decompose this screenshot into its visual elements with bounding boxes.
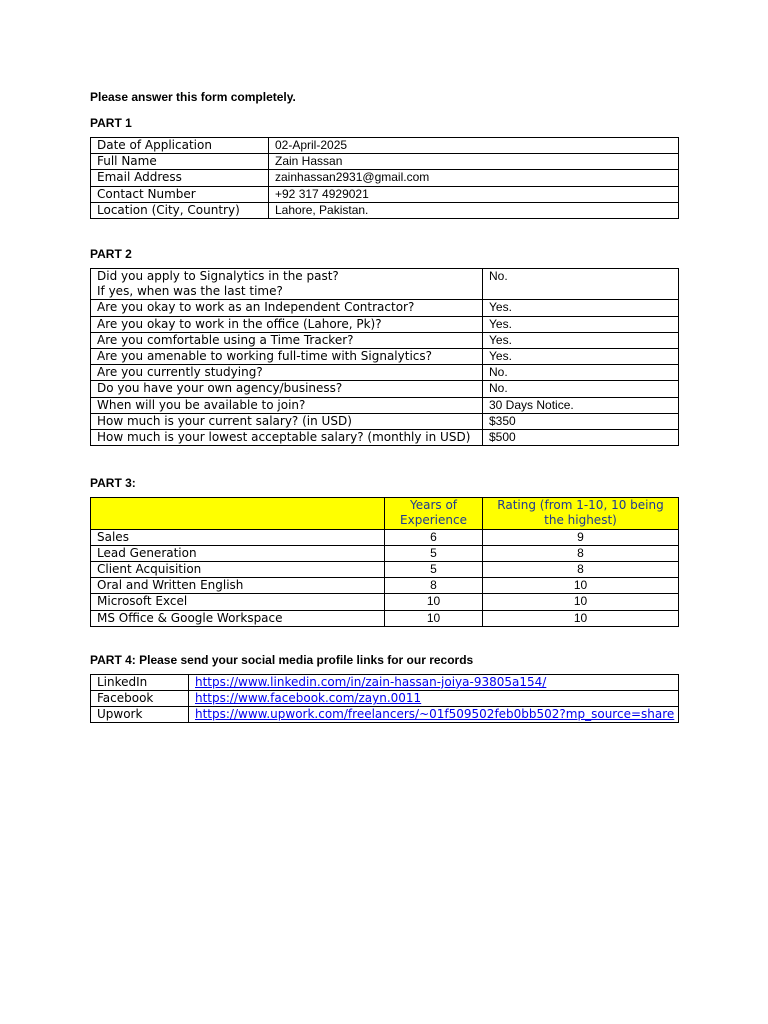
answer-cell: Yes. (483, 316, 679, 332)
part3-table (90, 497, 679, 627)
rating-cell: 8 (483, 545, 679, 561)
question-cell: Are you currently studying? (91, 365, 483, 381)
question-cell: When will you be available to join? (91, 397, 483, 413)
table-row (91, 397, 679, 413)
table-row (91, 594, 679, 610)
facebook-link[interactable]: https://www.facebook.com/zayn.0011 (195, 691, 422, 706)
skill-cell: Client Acquisition (91, 562, 385, 578)
years-cell: 5 (385, 545, 483, 561)
answer-cell: Yes. (483, 349, 679, 365)
row-label: Contact Number (91, 186, 269, 202)
table-row (91, 674, 679, 690)
linkedin-link[interactable]: https://www.linkedin.com/in/zain-hassan-joiya-93805a154/ (195, 674, 547, 689)
question-line: If yes, when was the last time? (97, 284, 283, 299)
question-cell (91, 269, 483, 300)
row-label: Email Address (91, 170, 269, 186)
skill-cell: Lead Generation (91, 545, 385, 561)
table-row (91, 349, 679, 365)
table-row (91, 186, 679, 202)
table-row (91, 269, 679, 300)
answer-cell: Yes. (483, 300, 679, 316)
part1-title: PART 1 (90, 116, 132, 130)
answer-cell: Yes. (483, 332, 679, 348)
table-row (91, 562, 679, 578)
part1-table (90, 137, 679, 219)
years-cell: 5 (385, 562, 483, 578)
table-row (91, 545, 679, 561)
part2-title: PART 2 (90, 247, 132, 262)
table-row (91, 365, 679, 381)
upwork-link[interactable]: https://www.upwork.com/freelancers/~01f509502feb0bb502?mp_source=share (195, 707, 675, 722)
skill-cell: MS Office & Google Workspace (91, 610, 385, 626)
table-row (91, 430, 679, 446)
link-cell (189, 674, 679, 690)
row-value: +92 317 4929021 (269, 186, 679, 202)
question-cell: Are you okay to work as an Independent Contractor? (91, 300, 483, 316)
form-intro: Please answer this form completely. (90, 90, 296, 104)
rating-cell: 10 (483, 610, 679, 626)
question-line: Did you apply to Signalytics in the past? (97, 269, 339, 284)
table-row (91, 202, 679, 218)
row-label: Full Name (91, 154, 269, 170)
table-row (91, 154, 679, 170)
years-cell: 6 (385, 529, 483, 545)
row-value: Zain Hassan (269, 154, 679, 170)
link-cell (189, 691, 679, 707)
header-blank (91, 498, 385, 529)
row-label: Location (City, Country) (91, 202, 269, 218)
skill-cell: Microsoft Excel (91, 594, 385, 610)
table-row (91, 578, 679, 594)
question-cell: Are you amenable to working full-time with Signalytics? (91, 349, 483, 365)
answer-cell: $500 (483, 430, 679, 446)
table-row (91, 300, 679, 316)
platform-cell: Upwork (91, 707, 189, 723)
question-cell: Do you have your own agency/business? (91, 381, 483, 397)
rating-cell: 9 (483, 529, 679, 545)
rating-cell: 8 (483, 562, 679, 578)
question-cell: Are you okay to work in the office (Lahore, Pk)? (91, 316, 483, 332)
answer-cell: 30 Days Notice. (483, 397, 679, 413)
row-value: zainhassan2931@gmail.com (269, 170, 679, 186)
table-row (91, 610, 679, 626)
rating-cell: 10 (483, 594, 679, 610)
question-cell: Are you comfortable using a Time Tracker? (91, 332, 483, 348)
skill-cell: Sales (91, 529, 385, 545)
part4-table (90, 674, 679, 724)
years-cell: 10 (385, 594, 483, 610)
table-row (91, 170, 679, 186)
question-cell: How much is your current salary? (in USD) (91, 413, 483, 429)
part3-title: PART 3: (90, 476, 136, 491)
row-label: Date of Application (91, 138, 269, 154)
table-row (91, 138, 679, 154)
table-row (91, 529, 679, 545)
answer-cell: No. (483, 381, 679, 397)
row-value: 02-April-2025 (269, 138, 679, 154)
row-value: Lahore, Pakistan. (269, 202, 679, 218)
table-row (91, 413, 679, 429)
table-row (91, 381, 679, 397)
answer-cell: No. (483, 365, 679, 381)
years-cell: 8 (385, 578, 483, 594)
table-row (91, 316, 679, 332)
part4-title: PART 4: Please send your social media profile links for our records (90, 652, 474, 667)
platform-cell: Facebook (91, 691, 189, 707)
answer-cell: No. (483, 269, 679, 300)
table-header-row (91, 498, 679, 529)
link-cell (189, 707, 679, 723)
question-cell: How much is your lowest acceptable salary? (monthly in USD) (91, 430, 483, 446)
table-row (91, 691, 679, 707)
platform-cell: LinkedIn (91, 674, 189, 690)
table-row (91, 332, 679, 348)
form-page (90, 90, 678, 723)
part2-table (90, 268, 679, 446)
header-rating: Rating (from 1-10, 10 being the highest) (483, 498, 679, 529)
rating-cell: 10 (483, 578, 679, 594)
header-years: Years of Experience (385, 498, 483, 529)
years-cell: 10 (385, 610, 483, 626)
skill-cell: Oral and Written English (91, 578, 385, 594)
table-row (91, 707, 679, 723)
answer-cell: $350 (483, 413, 679, 429)
